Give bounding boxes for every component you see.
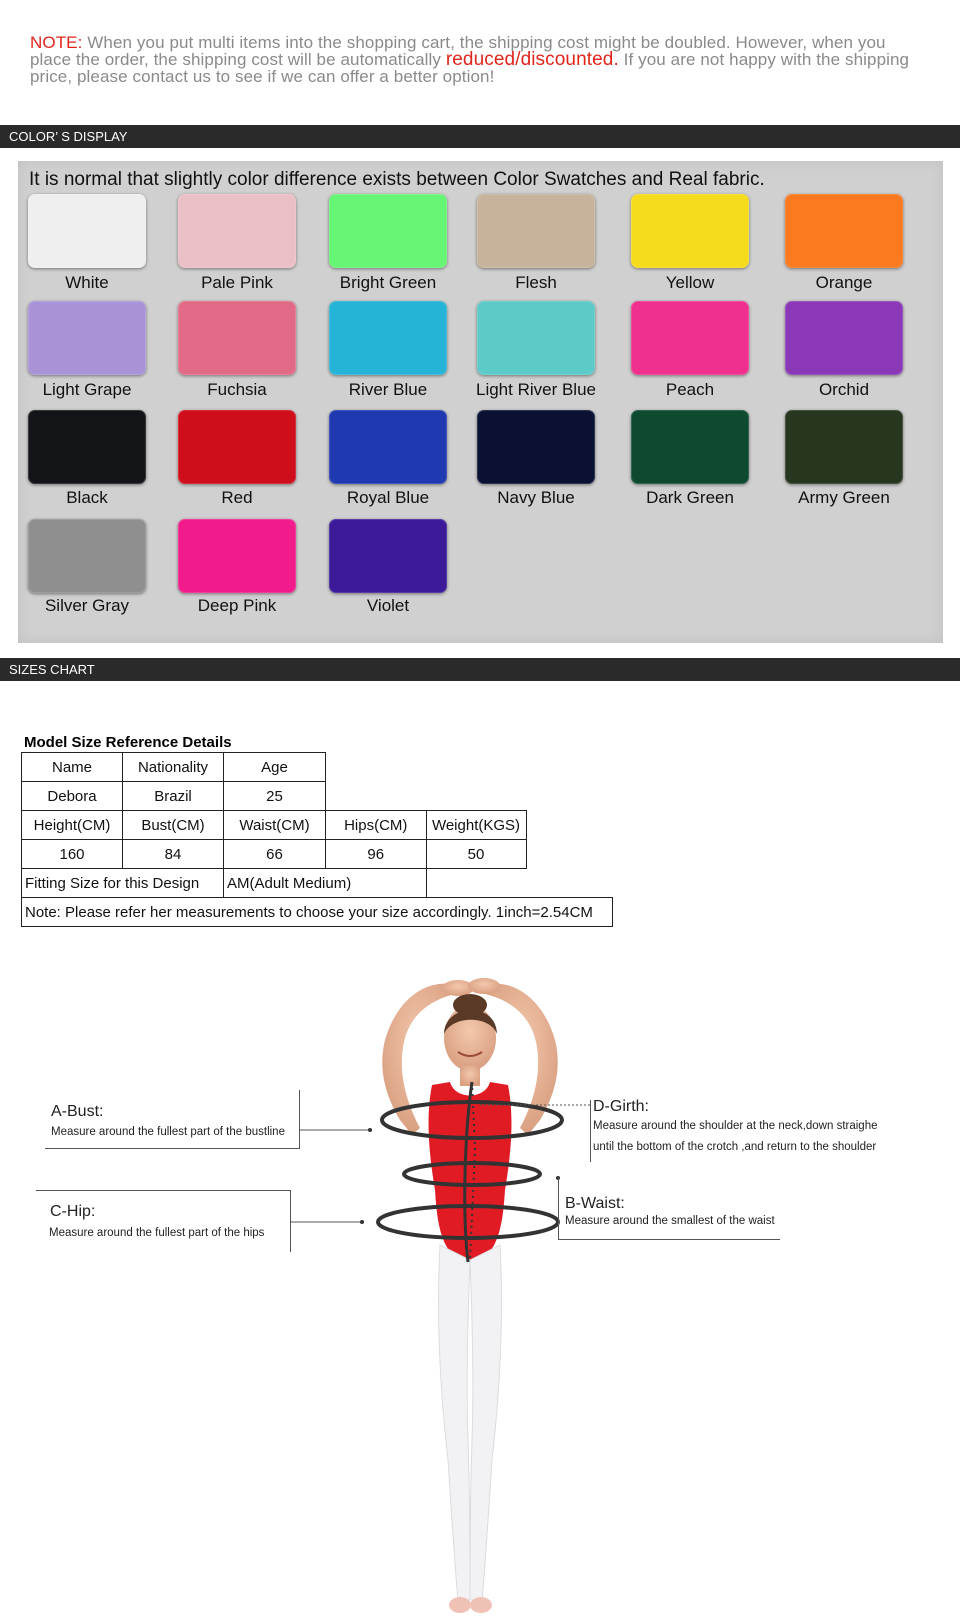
table-cell: Brazil	[123, 782, 224, 811]
color-swatch	[329, 410, 447, 484]
color-swatch	[28, 301, 146, 375]
color-swatch-label: Deep Pink	[197, 596, 277, 615]
color-swatch-label: Violet	[366, 596, 410, 615]
table-cell: 25	[224, 782, 326, 811]
table-cell-empty	[526, 840, 612, 869]
color-swatch-label: Orange	[815, 273, 873, 292]
color-swatch	[477, 410, 595, 484]
waist-title: B-Waist:	[565, 1195, 625, 1212]
girth-desc-2: until the bottom of the crotch ,and return to the shoulder	[593, 1141, 877, 1153]
color-swatch	[631, 194, 749, 268]
table-row	[22, 840, 613, 869]
girth-desc-1: Measure around the shoulder at the neck,down straighe	[593, 1120, 878, 1132]
fitting-size-label: Fitting Size for this Design	[22, 869, 224, 898]
table-cell: 66	[224, 840, 326, 869]
table-row	[22, 869, 613, 898]
table-row	[22, 782, 613, 811]
table-cell: Weight(KGS)	[426, 811, 526, 840]
note-highlight: reduced/discounted.	[445, 49, 619, 70]
table-row	[22, 753, 613, 782]
table-cell: Age	[224, 753, 326, 782]
table-cell-empty	[426, 869, 526, 898]
girth-title: D-Girth:	[593, 1098, 649, 1115]
table-cell: 96	[326, 840, 427, 869]
table-cell: Debora	[22, 782, 123, 811]
fitting-size-value: AM(Adult Medium)	[224, 869, 427, 898]
color-swatch-panel	[18, 161, 943, 643]
table-cell: Hips(CM)	[326, 811, 427, 840]
color-swatch-label: Red	[221, 488, 253, 507]
size-note: Note: Please refer her measurements to choose your size accordingly. 1inch=2.54CM	[22, 898, 613, 927]
color-swatch-label: Light River Blue	[475, 380, 596, 399]
color-swatch	[785, 410, 903, 484]
table-cell-empty	[426, 782, 526, 811]
color-swatch-label: White	[65, 273, 109, 292]
color-swatch-label: Yellow	[665, 273, 715, 292]
table-cell: 84	[123, 840, 224, 869]
color-swatch-label: Flesh	[515, 273, 557, 292]
table-cell-empty	[326, 782, 427, 811]
table-cell: Waist(CM)	[224, 811, 326, 840]
waist-underline	[558, 1239, 780, 1240]
color-swatch	[329, 519, 447, 593]
color-swatch	[329, 301, 447, 375]
color-swatch	[477, 301, 595, 375]
table-cell-empty	[526, 782, 612, 811]
sizes-section-bar: SIZES CHART	[0, 658, 960, 681]
color-swatch-label: Silver Gray	[44, 596, 130, 615]
measurement-figure	[0, 960, 960, 1618]
color-swatch-label: Peach	[665, 380, 715, 399]
color-swatch	[178, 194, 296, 268]
table-cell: 160	[22, 840, 123, 869]
color-swatch	[631, 410, 749, 484]
color-swatch	[477, 194, 595, 268]
color-disclaimer: It is normal that slightly color difference exists between Color Swatches and Real fabric.	[29, 169, 765, 190]
color-swatch-label: Fuchsia	[207, 380, 267, 399]
waist-desc: Measure around the smallest of the waist	[565, 1215, 775, 1227]
table-cell: Name	[22, 753, 123, 782]
note-text-1: When you put multi items into the shopping cart, the shipping cost might be doubled. However, when you place the order, the shipping cost will be automatically	[30, 33, 886, 69]
shipping-note	[30, 34, 930, 85]
color-swatch	[178, 410, 296, 484]
table-cell: Bust(CM)	[123, 811, 224, 840]
note-text-2: If you are not happy with the shipping price, please contact us to see if we can offer a better option!	[30, 50, 910, 86]
color-swatch-label: Bright Green	[339, 273, 437, 292]
bust-desc: Measure around the fullest part of the bustline	[51, 1126, 285, 1138]
color-swatch-label: Black	[66, 488, 108, 507]
color-swatch-label: Royal Blue	[346, 488, 430, 507]
color-swatch-label: Army Green	[798, 488, 890, 507]
color-swatch	[785, 194, 903, 268]
bust-title: A-Bust:	[51, 1103, 104, 1120]
note-label: NOTE:	[30, 33, 83, 52]
girth-bracket	[590, 1100, 591, 1162]
table-cell-empty	[526, 753, 612, 782]
table-cell: Nationality	[123, 753, 224, 782]
color-swatch	[28, 519, 146, 593]
color-swatch	[28, 194, 146, 268]
table-cell-empty	[326, 753, 427, 782]
color-swatch-label: Orchid	[818, 380, 870, 399]
color-swatch	[785, 301, 903, 375]
hip-bracket	[290, 1190, 291, 1252]
color-swatch	[178, 519, 296, 593]
color-swatch-label: Light Grape	[42, 380, 132, 399]
table-cell-empty	[526, 869, 612, 898]
color-swatch	[28, 410, 146, 484]
color-swatch	[178, 301, 296, 375]
table-row	[22, 898, 613, 927]
color-swatch	[329, 194, 447, 268]
table-cell-empty	[426, 753, 526, 782]
table-cell-empty	[526, 811, 612, 840]
hip-overline	[36, 1190, 291, 1191]
color-swatch-label: Navy Blue	[497, 488, 575, 507]
hip-desc: Measure around the fullest part of the hips	[49, 1227, 265, 1239]
color-swatch-label: Dark Green	[646, 488, 734, 507]
table-row	[22, 811, 613, 840]
hip-title: C-Hip:	[50, 1203, 96, 1220]
dancer-illustration	[0, 960, 960, 1618]
color-swatch-label: River Blue	[348, 380, 428, 399]
colors-section-bar: COLOR’ S DISPLAY	[0, 125, 960, 148]
color-swatch-label: Pale Pink	[201, 273, 273, 292]
table-cell: Height(CM)	[22, 811, 123, 840]
size-table-title: Model Size Reference Details	[24, 734, 232, 751]
waist-bracket	[558, 1178, 559, 1240]
bust-underline	[45, 1148, 300, 1149]
bust-bracket	[299, 1090, 300, 1149]
model-size-table	[21, 752, 613, 927]
color-swatch	[631, 301, 749, 375]
table-cell: 50	[426, 840, 526, 869]
